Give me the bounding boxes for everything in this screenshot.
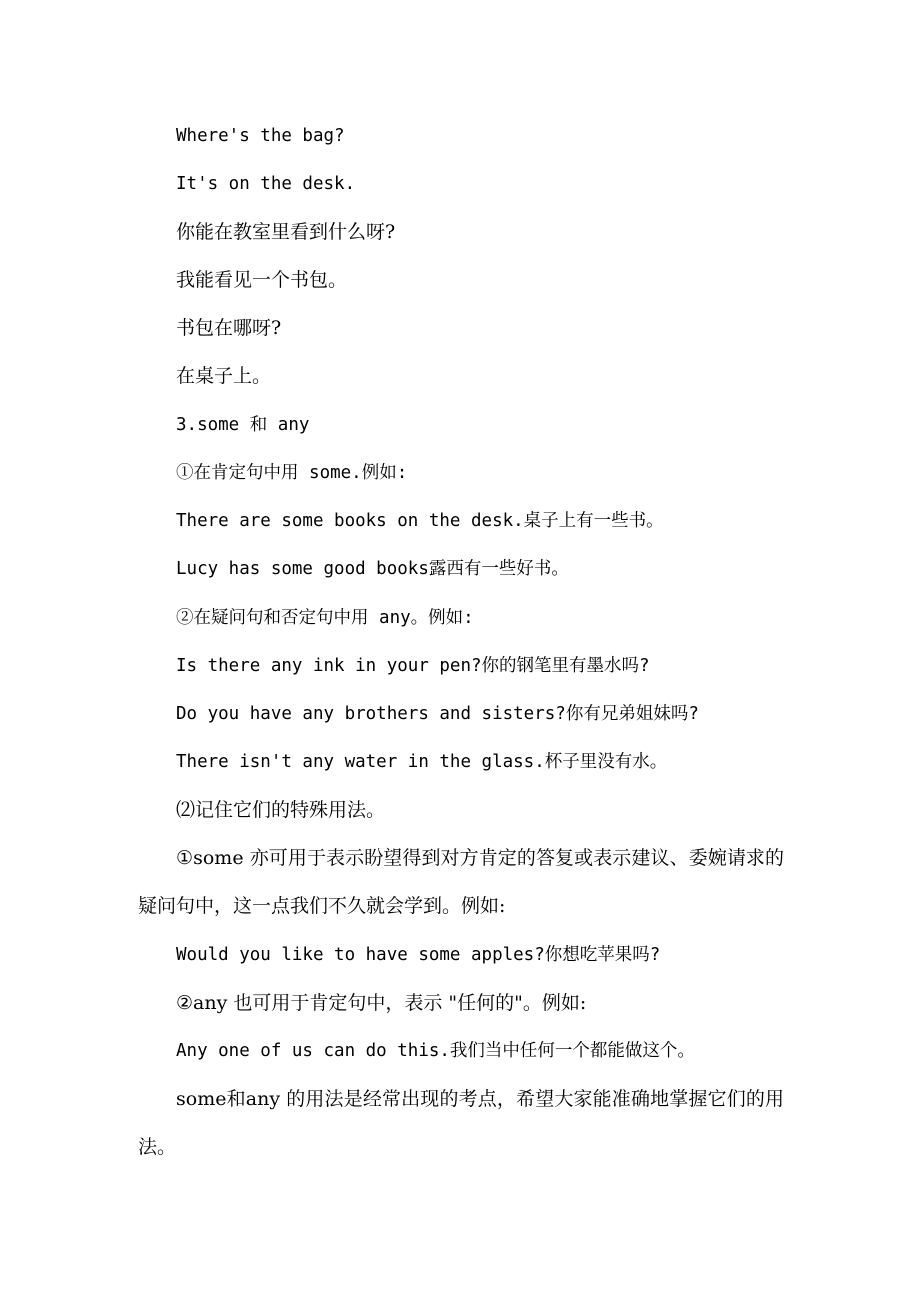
- text-line-what-can-see: 你能在教室里看到什么呀?: [176, 221, 396, 243]
- text-line-see-bag: 我能看见一个书包。: [176, 269, 348, 291]
- example-some-books: There are some books on the desk.桌子上有一些书。: [176, 511, 664, 531]
- example-would-you-like: Would you like to have some apples?你想吃苹果吗?: [176, 945, 661, 965]
- text-line-where-bag: Where's the bag?: [176, 126, 345, 146]
- rule-any-affirmative: ②any 也可用于肯定句中，表示 "任何的"。例如:: [176, 992, 587, 1014]
- example-water-glass: There isn't any water in the glass.杯子里没有水。: [176, 752, 668, 772]
- text-line-on-desk: It's on the desk.: [176, 174, 356, 194]
- section-heading-some-any: 3.some 和 any: [176, 415, 310, 435]
- rule-some-affirmative: ①在肯定句中用 some.例如:: [176, 463, 408, 483]
- example-ink-pen: Is there any ink in your pen?你的钢笔里有墨水吗?: [176, 656, 650, 676]
- rule-any-question-negative: ②在疑问句和否定句中用 any。例如:: [176, 608, 474, 628]
- paragraph-summary: some和any 的用法是经常出现的考点，希望大家能准确地掌握它们的用法。: [138, 1088, 784, 1158]
- example-any-one-of-us: Any one of us can do this.我们当中任何一个都能做这个。: [176, 1041, 695, 1061]
- text-line-on-desk-cn: 在桌子上。: [176, 365, 272, 387]
- text-line-where-bag-cn: 书包在哪呀?: [176, 317, 282, 339]
- example-brothers-sisters: Do you have any brothers and sisters?你有兄弟姐妹吗?: [176, 704, 699, 724]
- example-lucy-books: Lucy has some good books露西有一些好书。: [176, 559, 569, 579]
- subheading-special-usage: ⑵记住它们的特殊用法。: [176, 799, 386, 821]
- paragraph-some-special: ①some 亦可用于表示盼望得到对方肯定的答复或表示建议、委婉请求的疑问句中，这一点我们不久就会学到。例如:: [138, 847, 784, 917]
